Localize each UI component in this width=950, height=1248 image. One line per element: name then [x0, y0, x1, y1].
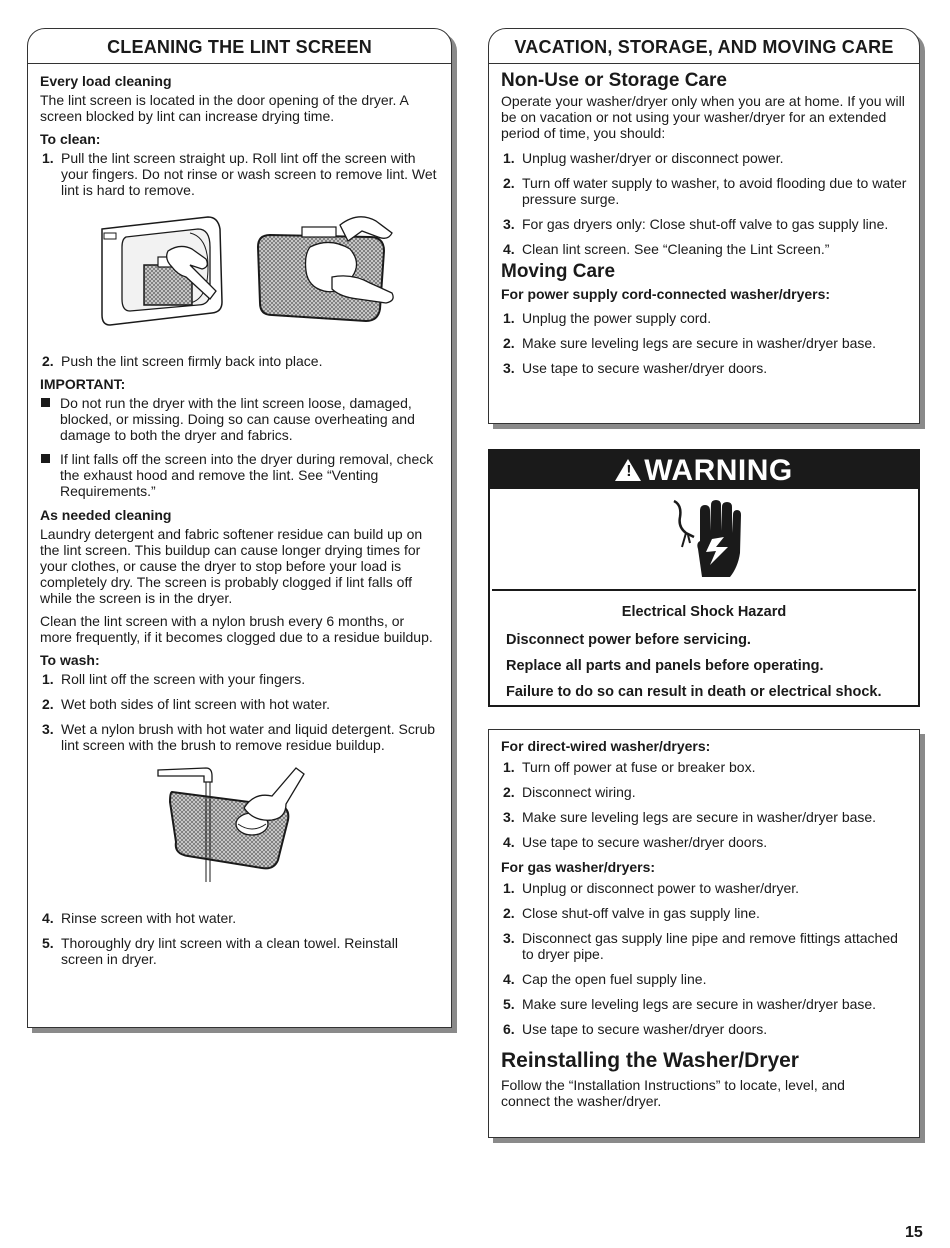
step-number: 1.: [503, 310, 515, 326]
step-number: 6.: [503, 1021, 515, 1037]
step-number: 3.: [503, 930, 515, 946]
step-text: Rinse screen with hot water.: [61, 910, 237, 926]
square-bullet-icon: [41, 398, 50, 407]
step-text: Make sure leveling legs are secure in washer/dryer base.: [522, 809, 877, 825]
step-number: 3.: [42, 721, 54, 737]
warning-label: WARNING: [644, 454, 793, 487]
warning-line: Replace all parts and panels before operating.: [506, 658, 824, 674]
hazard-title: Electrical Shock Hazard: [621, 604, 787, 620]
reinstall-text: Follow the “Installation Instructions” to locate, level, and connect the washer/dryer.: [501, 1077, 845, 1109]
step-text: Turn off water supply to washer, to avoid flooding due to water pressure surge.: [522, 175, 907, 207]
step-number: 5.: [503, 996, 515, 1012]
step-item: [501, 310, 907, 326]
step-text: Clean lint screen. See “Cleaning the Lint Screen.”: [522, 241, 830, 257]
non-use-steps-list: [501, 150, 907, 257]
important-item-text: If lint falls off the screen into the dryer during removal, check the exhaust hood and remove the lint. See “Venting Requirements.”: [60, 451, 434, 499]
step-text: Unplug washer/dryer or disconnect power.: [522, 150, 784, 166]
wash-steps-after-list: [40, 910, 439, 967]
step-item: [501, 335, 907, 351]
as-needed-heading: As needed cleaning: [40, 507, 172, 523]
vacation-storage-panel: [488, 28, 920, 424]
step-number: 1.: [503, 880, 515, 896]
step-text: Thoroughly dry lint screen with a clean towel. Reinstall screen in dryer.: [61, 935, 398, 967]
step-item: [501, 759, 907, 775]
step-item: [501, 834, 907, 850]
moving-care-content: [489, 730, 919, 1109]
direct-wired-heading: For direct-wired washer/dryers:: [501, 738, 711, 754]
clean-steps-after-list: [40, 353, 439, 369]
vacation-storage-content: [489, 64, 919, 376]
step-item: [40, 910, 439, 926]
step-text: Unplug the power supply cord.: [522, 310, 712, 326]
step-number: 2.: [503, 335, 515, 351]
every-load-heading: Every load cleaning: [40, 73, 172, 89]
cord-connected-heading: For power supply cord-connected washer/dryers:: [501, 286, 831, 302]
step-item: [501, 360, 907, 376]
warning-line: Failure to do so can result in death or electrical shock.: [506, 684, 882, 700]
step-number: 2.: [503, 175, 515, 191]
step-text: Make sure leveling legs are secure in washer/dryer base.: [522, 335, 877, 351]
step-number: 2.: [503, 784, 515, 800]
warning-text: [490, 591, 918, 700]
lint-screen-washing-illustration: [40, 762, 440, 902]
step-text: Close shut-off valve in gas supply line.: [522, 905, 760, 921]
step-number: 1.: [42, 150, 54, 166]
step-text: Disconnect gas supply line pipe and remove fittings attached to dryer pipe.: [522, 930, 898, 962]
step-item: [501, 784, 907, 800]
important-item: [40, 395, 439, 443]
step-number: 4.: [42, 910, 54, 926]
step-item: [501, 880, 907, 896]
important-item: [40, 451, 439, 499]
page-number: 15: [905, 1224, 923, 1241]
reinstall-heading: Reinstalling the Washer/Dryer: [501, 1049, 799, 1072]
step-text: Wet both sides of lint screen with hot water.: [61, 696, 330, 712]
step-text: Turn off power at fuse or breaker box.: [522, 759, 756, 775]
step-item: [40, 671, 439, 687]
lint-screen-panel: [27, 28, 452, 1028]
step-text: For gas dryers only: Close shut-off valve to gas supply line.: [522, 216, 889, 232]
step-item: [501, 175, 907, 207]
moving-care-panel: [488, 729, 920, 1138]
step-text: Disconnect wiring.: [522, 784, 636, 800]
lint-screen-content: [28, 64, 451, 967]
step-item: [501, 996, 907, 1012]
square-bullet-icon: [41, 454, 50, 463]
step-text: Use tape to secure washer/dryer doors.: [522, 834, 768, 850]
step-item: [501, 150, 907, 166]
step-number: 4.: [503, 971, 515, 987]
step-item: [40, 721, 439, 753]
step-number: 3.: [503, 360, 515, 376]
clean-steps-list: [40, 150, 439, 198]
wash-steps-list: [40, 671, 439, 753]
step-number: 2.: [42, 353, 54, 369]
to-clean-heading: To clean:: [40, 131, 101, 147]
step-number: 5.: [42, 935, 54, 951]
gas-heading: For gas washer/dryers:: [501, 859, 656, 875]
to-wash-heading: To wash:: [40, 652, 100, 668]
important-heading: IMPORTANT:: [40, 376, 126, 392]
warning-box: [488, 449, 920, 707]
direct-steps-list: [501, 759, 907, 850]
every-load-text: The lint screen is located in the door opening of the dryer. A screen blocked by lint can increase drying time.: [40, 92, 409, 124]
lint-screen-removal-illustration: [40, 207, 440, 347]
step-number: 1.: [503, 759, 515, 775]
step-number: 1.: [42, 671, 54, 687]
step-number: 4.: [503, 241, 515, 257]
step-item: [501, 971, 907, 987]
step-number: 1.: [503, 150, 515, 166]
step-item: [501, 809, 907, 825]
panel-title: VACATION, STORAGE, AND MOVING CARE: [489, 29, 919, 64]
warning-header: [490, 451, 918, 489]
step-item: [501, 905, 907, 921]
step-item: [501, 1021, 907, 1037]
step-item: [501, 241, 907, 257]
step-number: 3.: [503, 216, 515, 232]
step-item: [501, 216, 907, 232]
important-list: [40, 395, 439, 499]
step-item: [501, 930, 907, 962]
step-text: Unplug or disconnect power to washer/dryer.: [522, 880, 800, 896]
step-text: Pull the lint screen straight up. Roll lint off the screen with your fingers. Do not rinse or wash screen to remove lint. Wet lint is hard to remove.: [61, 150, 437, 198]
step-number: 2.: [503, 905, 515, 921]
non-use-text: Operate your washer/dryer only when you are at home. If you will be on vacation or not using your washer/dryer for an extended period of time, you should:: [501, 93, 905, 141]
warning-line: Disconnect power before servicing.: [506, 632, 751, 648]
warning-triangle-icon: !: [615, 459, 641, 481]
step-text: Push the lint screen firmly back into place.: [61, 353, 323, 369]
step-item: [40, 696, 439, 712]
step-number: 2.: [42, 696, 54, 712]
step-text: Roll lint off the screen with your fingers.: [61, 671, 306, 687]
panel-title: CLEANING THE LINT SCREEN: [28, 29, 451, 64]
step-number: 4.: [503, 834, 515, 850]
step-text: Cap the open fuel supply line.: [522, 971, 707, 987]
cord-steps-list: [501, 310, 907, 376]
as-needed-text-1: Laundry detergent and fabric softener residue can build up on the lint screen. This buildup can cause longer drying times for your clothes, or cause the dryer to stop before your load is completely dry. The screen is probably clogged if lint falls off while the screen is in the dryer.: [40, 526, 423, 606]
step-item: [40, 353, 439, 369]
important-item-text: Do not run the dryer with the lint screen loose, damaged, blocked, or missing. Doing so can cause overheating and damage to both the dryer and fabrics.: [60, 395, 415, 443]
non-use-heading: Non-Use or Storage Care: [501, 70, 727, 91]
step-text: Wet a nylon brush with hot water and liquid detergent. Scrub lint screen with the brush to remove residue buildup.: [61, 721, 436, 753]
step-text: Use tape to secure washer/dryer doors.: [522, 1021, 768, 1037]
step-text: Use tape to secure washer/dryer doors.: [522, 360, 768, 376]
step-item: [40, 150, 439, 198]
warning-icon-area: [492, 489, 916, 591]
gas-steps-list: [501, 880, 907, 1037]
as-needed-text-2: Clean the lint screen with a nylon brush every 6 months, or more frequently, if it becomes clogged due to a residue buildup.: [40, 613, 433, 645]
moving-care-heading: Moving Care: [501, 261, 616, 282]
step-number: 3.: [503, 809, 515, 825]
electrical-shock-hand-icon: [664, 497, 744, 581]
step-item: [40, 935, 439, 967]
step-text: Make sure leveling legs are secure in washer/dryer base.: [522, 996, 877, 1012]
